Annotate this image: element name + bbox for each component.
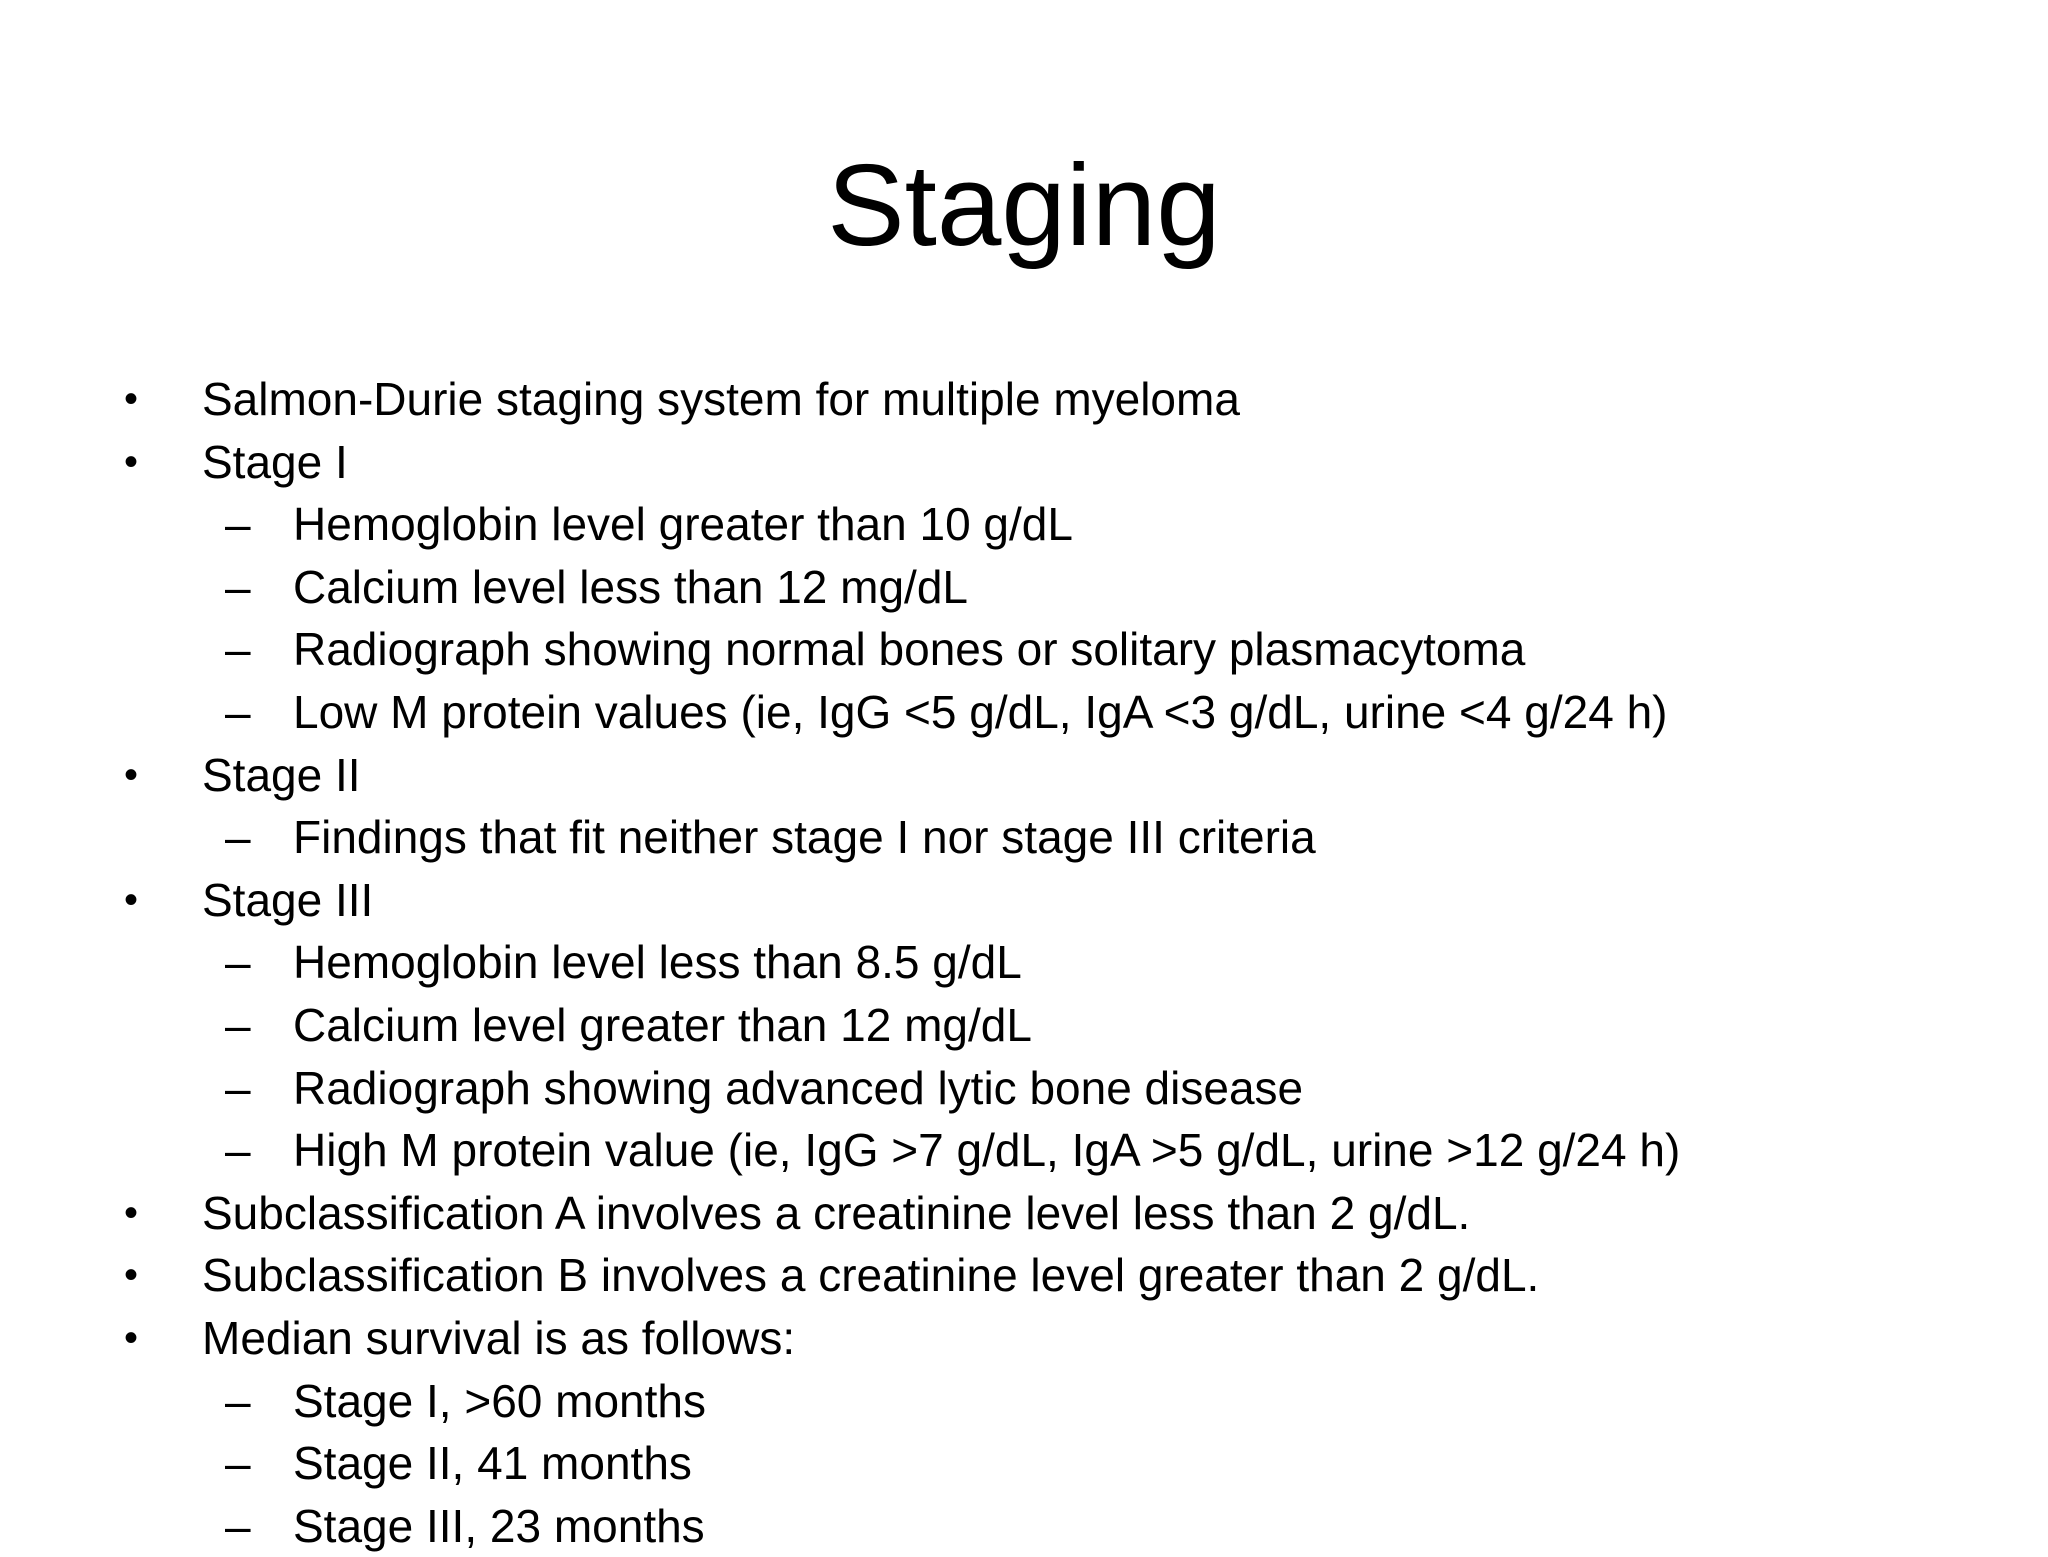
bullet-icon: • — [124, 439, 139, 484]
sub-list-item — [0, 1119, 2048, 1182]
list-item-text: Subclassification A involves a creatinine level less than 2 g/dL. — [202, 1186, 1471, 1239]
list-item — [0, 1182, 2048, 1245]
sub-list-item — [0, 931, 2048, 994]
bullet-icon: • — [124, 1190, 139, 1235]
dash-icon: – — [225, 1374, 251, 1427]
bullet-icon: • — [124, 877, 139, 922]
list-item — [0, 1244, 2048, 1307]
sub-list-item — [0, 556, 2048, 619]
sub-list-item-text: Findings that fit neither stage I nor stage III criteria — [293, 811, 1316, 864]
sub-list-item — [0, 1432, 2048, 1495]
dash-icon: – — [225, 936, 251, 989]
sub-list-item — [0, 1370, 2048, 1433]
sub-list-item — [0, 806, 2048, 869]
sub-list-item — [0, 1495, 2048, 1557]
list-item-text: Stage III — [202, 873, 374, 926]
list-item — [0, 744, 2048, 807]
sub-list-item — [0, 681, 2048, 744]
sub-list-item — [0, 618, 2048, 681]
sub-list-item-text: Radiograph showing normal bones or solitary plasmacytoma — [293, 623, 1526, 676]
sub-list-item-text: Calcium level less than 12 mg/dL — [293, 560, 968, 613]
bullet-icon: • — [124, 377, 139, 421]
sub-list-item-text: High M protein value (ie, IgG >7 g/dL, IgA >5 g/dL, urine >12 g/24 h) — [293, 1124, 1681, 1177]
dash-icon: – — [225, 1437, 251, 1490]
list-item — [0, 1307, 2048, 1370]
sub-list-item-text: Hemoglobin level less than 8.5 g/dL — [293, 936, 1022, 989]
sub-list-item — [0, 493, 2048, 556]
dash-icon: – — [225, 1499, 251, 1552]
sub-list-item-text: Stage II, 41 months — [293, 1437, 692, 1490]
dash-icon: – — [225, 498, 251, 551]
bullet-icon: • — [124, 752, 139, 797]
bullet-icon: • — [124, 1253, 139, 1298]
sub-list-item — [0, 994, 2048, 1057]
dash-icon: – — [225, 1124, 251, 1177]
sub-list-item-text: Calcium level greater than 12 mg/dL — [293, 998, 1032, 1051]
sub-list-item-text: Low M protein values (ie, IgG <5 g/dL, IgA <3 g/dL, urine <4 g/24 h) — [293, 685, 1668, 738]
list-item — [0, 431, 2048, 494]
dash-icon: – — [225, 623, 251, 676]
dash-icon: – — [225, 998, 251, 1051]
sub-list-item-text: Stage III, 23 months — [293, 1499, 705, 1552]
list-item-text: Subclassification B involves a creatinine level greater than 2 g/dL. — [202, 1249, 1540, 1302]
sub-list-item-text: Hemoglobin level greater than 10 g/dL — [293, 498, 1073, 551]
list-item-text: Stage I — [202, 435, 348, 488]
bullet-list — [0, 368, 2048, 1557]
list-item-text: Median survival is as follows: — [202, 1311, 796, 1364]
dash-icon: – — [225, 560, 251, 613]
list-item-text: Salmon-Durie staging system for multiple myeloma — [202, 373, 1240, 425]
slide-title: Staging — [827, 140, 1221, 270]
list-item-text: Stage II — [202, 748, 361, 801]
sub-list-item — [0, 1057, 2048, 1120]
list-item — [0, 368, 2048, 431]
sub-list-item-text: Radiograph showing advanced lytic bone disease — [293, 1061, 1304, 1114]
bullet-icon: • — [124, 1315, 139, 1360]
dash-icon: – — [225, 811, 251, 864]
dash-icon: – — [225, 685, 251, 738]
list-item — [0, 869, 2048, 932]
sub-list-item-text: Stage I, >60 months — [293, 1374, 706, 1427]
dash-icon: – — [225, 1061, 251, 1114]
